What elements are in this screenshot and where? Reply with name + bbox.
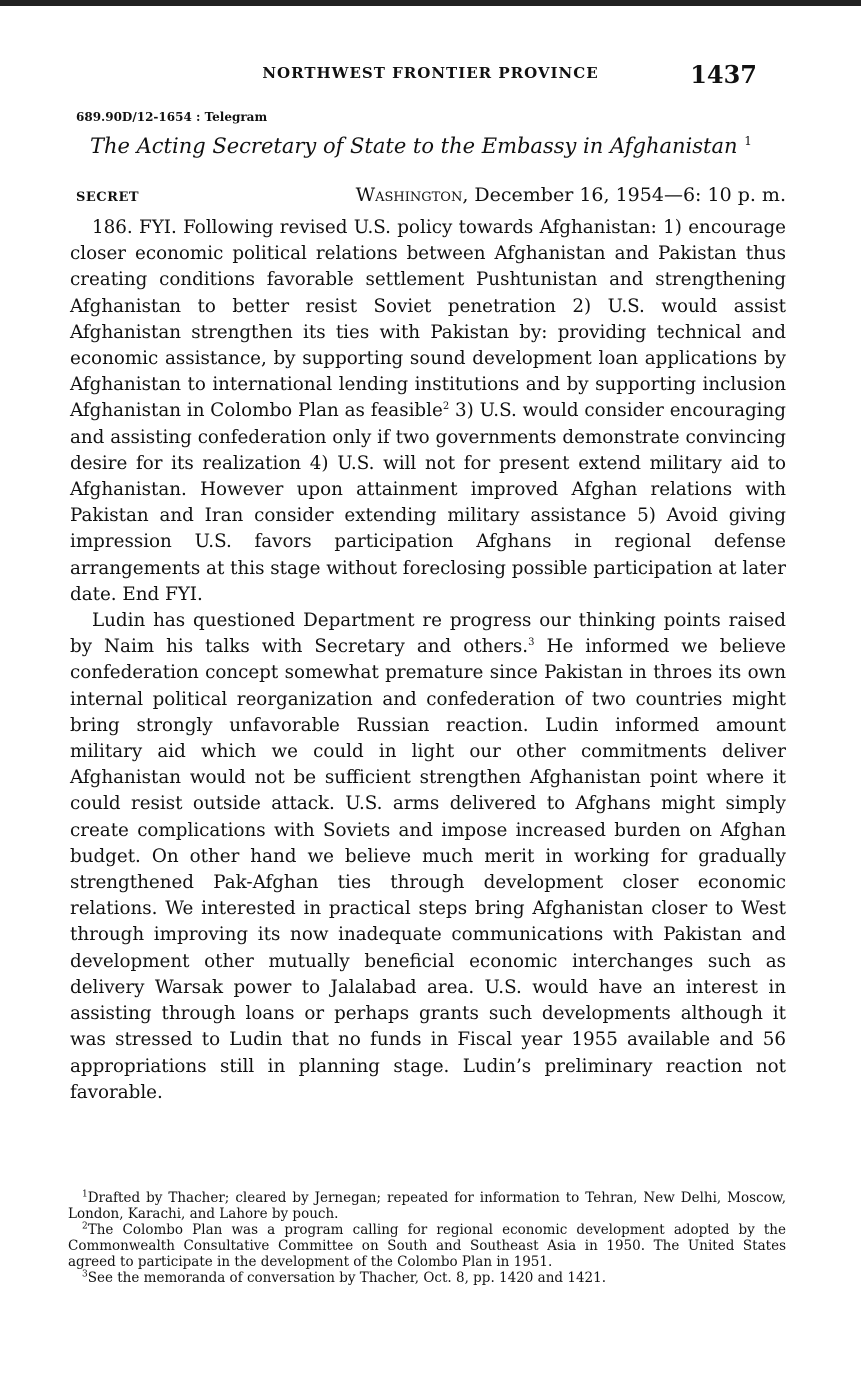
paragraph-2-text: Ludin has questioned Department re progress our thinking points raised by Naim his talks with Secretary and others. [70,610,786,658]
footnote-1-text: Drafted by Thacher; cleared by Jernegan; repeated for information to Tehran, New Delhi, Moscow, London, Karachi, and Lahore by pouch. [68,1190,786,1222]
page-number: 1437 [690,60,757,89]
file-reference: 689.90D/12-1654 : Telegram [76,110,268,124]
footnote-2-text: The Colombo Plan was a program calling for regional economic development adopted by the Commonwealth Consultative Committee on South and Southeast Asia in 1950. The United States agreed to participate in the development of the Colombo Plan in 1951. [68,1222,786,1270]
paragraph-1 [70,215,786,608]
dateline [310,184,786,206]
footnote-ref-1: 1 [744,134,752,148]
footnotes [68,1190,786,1286]
footnote-1 [68,1190,786,1222]
footnote-2-mark: 2 [82,1221,88,1232]
telegram-body [70,215,786,1106]
paragraph-1-continued: 3) U.S. would consider encouraging and assisting confederation only if two governments demonstrate convincing desire for its realization 4) U.S. will not for present extend military aid to Afghanistan. However upon attainment improved Afghan relations with Pakistan and Iran consider extending military assistance 5) Avoid giving impression U.S. favors participation Afghans in regional defense arrangements at this stage without foreclosing possible participation at later date. End FYI. [70,400,786,605]
dateline-city: Washington, [355,184,469,206]
document-title-text: The Acting Secretary of State to the Embassy in Afghanistan [90,134,738,158]
footnote-ref-2: 2 [442,401,450,413]
paragraph-2-continued: He informed we believe confederation concept somewhat premature since Pakistan in throes its own internal political reorganization and confederation of two countries might bring strongly unfavorable Russian reaction. Ludin informed amount military aid which we could in light our other commitments deliver Afghanistan would not be sufficient strengthen Afghanistan point where it could resist outside attack. U.S. arms delivered to Afghans might simply create complications with Soviets and impose increased burden on Afghan budget. On other hand we believe much merit in working for gradually strengthened Pak-Afghan ties through development closer economic relations. We interested in practical steps bring Afghanistan closer to West through improving its now inadequate communications with Pakistan and development other mutually beneficial economic interchanges such as delivery Warsak power to Jalalabad area. U.S. would have an interest in assisting through loans or perhaps grants such developments although it was stressed to Ludin that no funds in Fiscal year 1955 available and 56 appropriations still in planning stage. Ludin’s preliminary reaction not favorable. [70,636,786,1103]
footnote-3-text: See the memoranda of conversation by Thacher, Oct. 8, pp. 1420 and 1421. [87,1270,607,1286]
top-rule [0,0,861,6]
classification-label: SECRET [76,190,140,205]
running-head: NORTHWEST FRONTIER PROVINCE [262,64,599,82]
dateline-date: December 16, 1954—6: 10 p. m. [468,184,786,206]
footnote-3-mark: 3 [82,1269,88,1280]
paragraph-1-text: 186. FYI. Following revised U.S. policy towards Afghanistan: 1) encourage closer economic political relations between Afghanistan and Pakistan thus creating conditions favorable settlement Pushtunistan and strengthening Afghanistan to better resist Soviet penetration 2) U.S. would assist Afghanistan strengthen its ties with Pakistan by: providing technical and economic assistance, by supporting sound development loan applications by Afghanistan to international lending institutions and by supporting inclusion Afghanistan in Colombo Plan as feasible [70,217,786,422]
footnote-3 [68,1270,786,1286]
footnote-ref-3: 3 [528,637,535,649]
paragraph-2 [70,608,786,1106]
footnote-1-mark: 1 [82,1189,88,1200]
document-title [90,134,790,158]
footnote-2 [68,1222,786,1270]
